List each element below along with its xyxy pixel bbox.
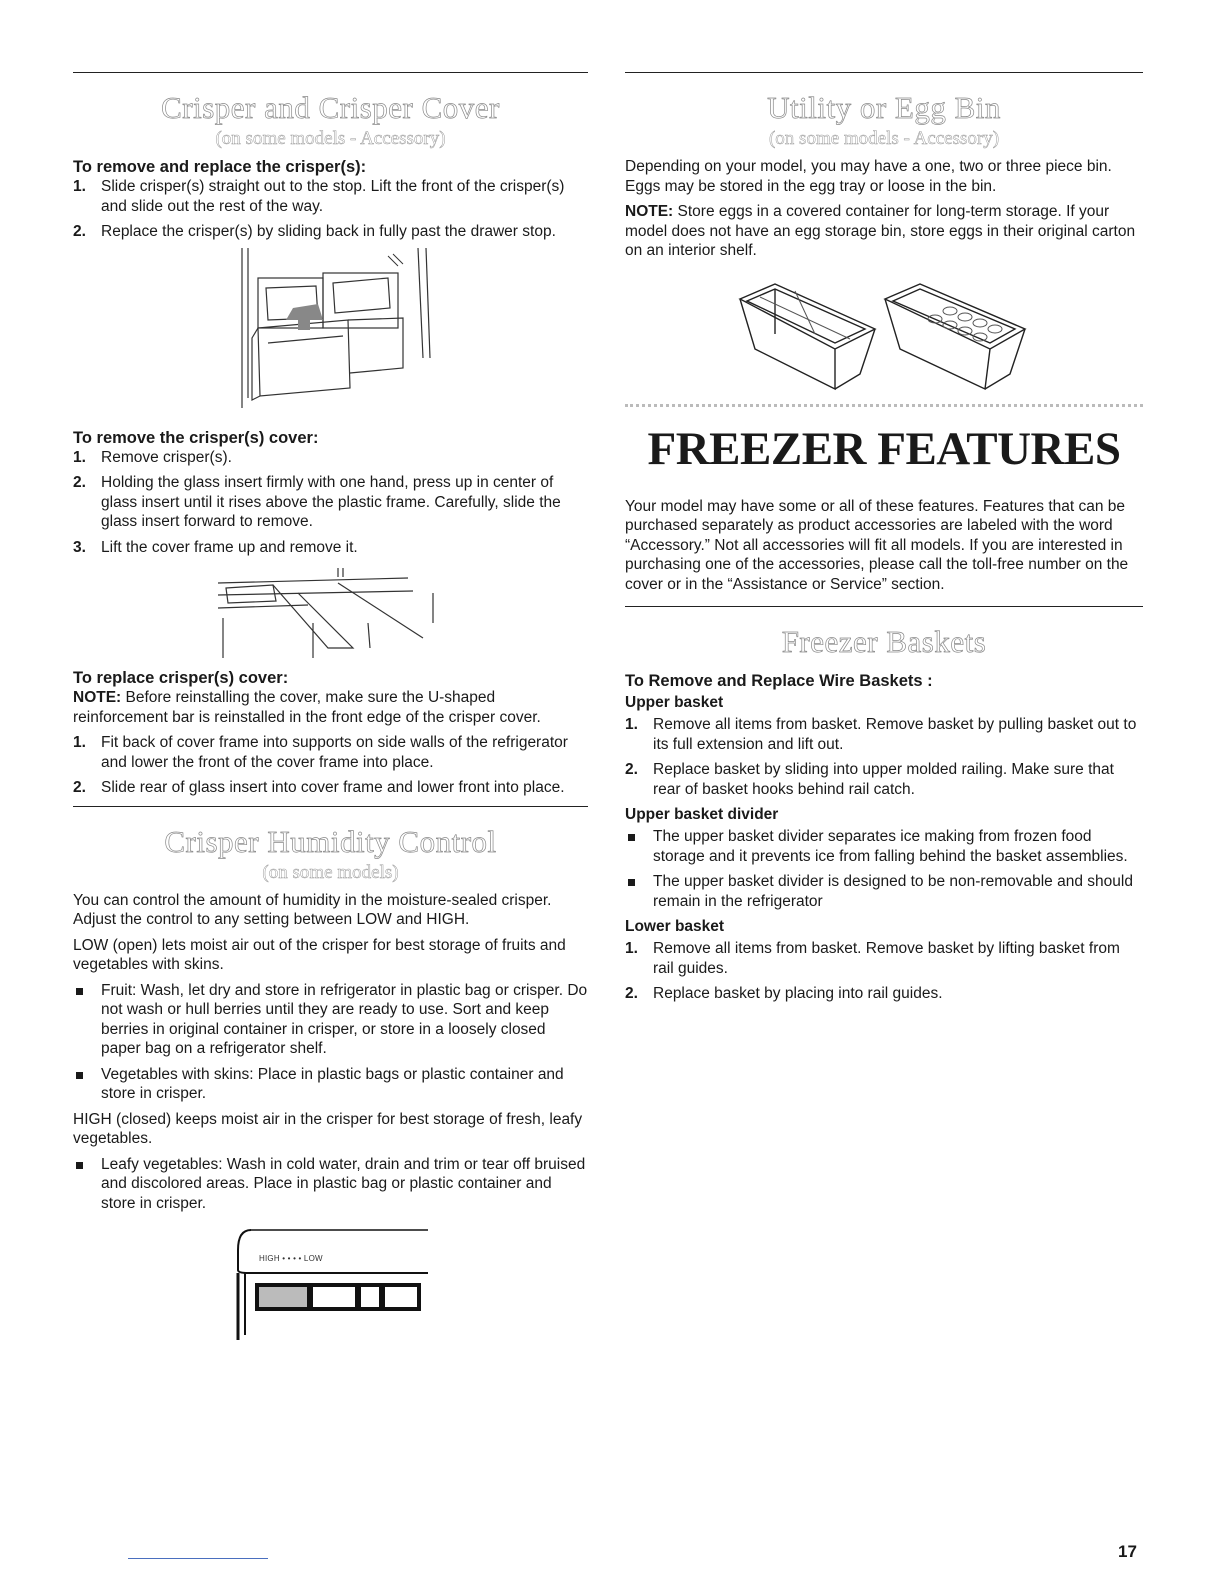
list-item: 2. Replace the crisper(s) by sliding back in fully past the drawer stop. <box>73 223 556 240</box>
humidity-para: HIGH (closed) keeps moist air in the crisper for best storage of fresh, leafy vegetables. <box>73 1110 583 1147</box>
list-item: The upper basket divider is designed to be non-removable and should remain in the refrigerator <box>625 872 1143 911</box>
lower-basket-heading: Lower basket <box>625 918 725 935</box>
section-rule <box>625 72 1143 73</box>
section-divider <box>625 404 1143 411</box>
crisper-cover-title: Crisper and Crisper Cover <box>161 90 500 125</box>
humidity-bullets <box>73 1155 588 1214</box>
list-item: 2. Holding the glass insert firmly with one hand, press up in center of glass insert until it rises above the plastic frame. Carefully, slide the glass insert forward to remove. <box>73 474 561 530</box>
crisper-cover-illustration <box>218 563 453 658</box>
left-column <box>73 72 588 1340</box>
remove-replace-heading: To remove and replace the crisper(s): <box>73 158 367 176</box>
humidity-para: You can control the amount of humidity in the moisture-sealed crisper. Adjust the control to any setting between LOW and HIGH. <box>73 891 552 928</box>
list-item: 2. Slide rear of glass insert into cover frame and lower front into place. <box>73 779 565 796</box>
egg-bin-note: NOTE: Store eggs in a covered container for long-term storage. If your model does not have an egg storage bin, store eggs in their original carton on an interior shelf. <box>625 203 1136 259</box>
egg-bin-title: Utility or Egg Bin <box>767 90 1001 125</box>
wire-baskets-heading: To Remove and Replace Wire Baskets : <box>625 672 933 690</box>
footer-line <box>128 1558 268 1559</box>
section-rule <box>73 72 588 73</box>
humidity-para: LOW (open) lets moist air out of the crisper for best storage of fruits and vegetables with skins. <box>73 936 566 973</box>
replace-note: NOTE: Before reinstalling the cover, make sure the U-shaped reinforcement bar is reinstalled in the front edge of the crisper cover. <box>73 689 541 726</box>
list-item: Vegetables with skins: Place in plastic bags or plastic container and store in crisper. <box>73 1065 588 1104</box>
humidity-control-label: HIGH • • • • LOW <box>259 1254 323 1263</box>
list-item: 1. Remove all items from basket. Remove basket by pulling basket out to its full extension and lift out. <box>625 716 1137 753</box>
egg-bin-para: Depending on your model, you may have a one, two or three piece bin. Eggs may be stored in the egg tray or loose in the bin. <box>625 158 1112 195</box>
egg-bin-illustration <box>735 279 1035 394</box>
divider-bullets <box>625 827 1143 911</box>
list-item: 1. Remove crisper(s). <box>73 448 232 466</box>
humidity-bullets <box>73 981 588 1104</box>
section-rule <box>73 806 588 807</box>
upper-divider-heading: Upper basket divider <box>625 806 779 823</box>
list-item: 2. Replace basket by placing into rail guides. <box>625 985 943 1002</box>
page-number: 17 <box>1118 1542 1137 1561</box>
freezer-intro: Your model may have some or all of these features. Features that can be purchased separately as product accessories are labeled with the word “Accessory.” Not all accessories will fit all models. If you are interested in purchasing one of the accessories, please call the toll-free number on the cover or in the “Assistance or Service” section. <box>625 497 1129 593</box>
humidity-subtitle: (on some models) <box>262 861 399 883</box>
list-item: 3. Lift the cover frame up and remove it. <box>73 538 358 556</box>
upper-basket-steps <box>625 715 1143 799</box>
list-item: 1. Slide crisper(s) straight out to the stop. Lift the front of the crisper(s) and slide out the rest of the way. <box>73 178 565 215</box>
list-item: 2. Replace basket by sliding into upper molded railing. Make sure that rear of basket hooks behind rail catch. <box>625 761 1114 798</box>
list-item: Leafy vegetables: Wash in cold water, drain and trim or tear off bruised and discolored areas. Place in plastic bag or plastic container and store in crisper. <box>73 1155 588 1214</box>
section-rule <box>625 606 1143 607</box>
list-item: Fruit: Wash, let dry and store in refrigerator in plastic bag or crisper. Do not wash or hull berries until they are ready to use. Sort and keep berries in original container in crisper, or store in a loosely closed paper bag on a refrigerator shelf. <box>73 981 588 1059</box>
crisper-cover-subtitle: (on some models - Accessory) <box>215 128 446 149</box>
list-item: 1. Fit back of cover frame into supports on side walls of the refrigerator and lower the front of the cover frame into place. <box>73 734 568 771</box>
replace-cover-steps <box>73 733 588 798</box>
remove-replace-steps <box>73 177 588 242</box>
right-column <box>625 72 1143 1010</box>
list-item: 1. Remove all items from basket. Remove basket by lifting basket from rail guides. <box>625 940 1120 977</box>
remove-cover-steps <box>73 448 588 558</box>
lower-basket-steps <box>625 939 1143 1004</box>
humidity-title: Crisper Humidity Control <box>164 823 497 859</box>
humidity-control-illustration <box>233 1225 433 1340</box>
freezer-baskets-title: Freezer Baskets <box>781 624 987 659</box>
upper-basket-heading: Upper basket <box>625 694 724 711</box>
list-item: The upper basket divider separates ice making from frozen food storage and it prevents ice from falling behind the basket assemblies. <box>625 827 1143 866</box>
remove-cover-heading: To remove the crisper(s) cover: <box>73 428 319 447</box>
freezer-features-title: FREEZER FEATURES <box>647 422 1121 475</box>
crisper-drawer-illustration <box>238 248 438 408</box>
replace-cover-heading: To replace crisper(s) cover: <box>73 669 289 687</box>
egg-bin-subtitle: (on some models - Accessory) <box>768 128 1000 149</box>
